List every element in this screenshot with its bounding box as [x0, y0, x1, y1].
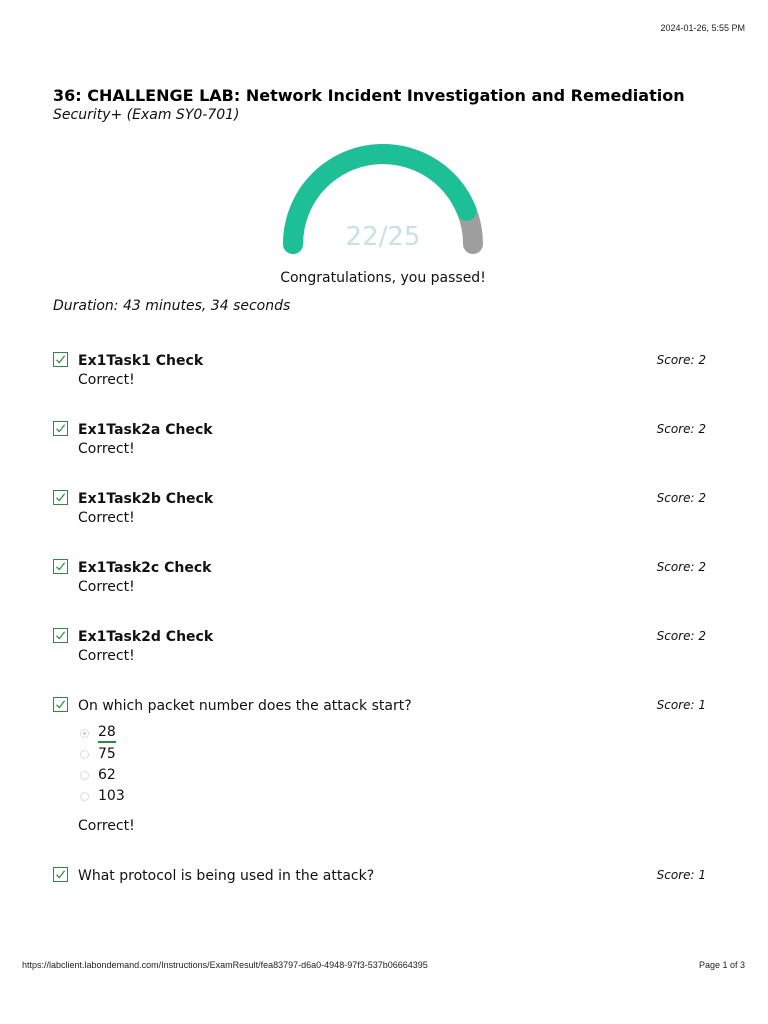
answer-option-label-correct: 28	[98, 724, 116, 743]
lab-title: 36: CHALLENGE LAB: Network Incident Investigation and Remediation	[53, 86, 685, 105]
page-number: Page 1 of 3	[698, 960, 745, 970]
result-item	[53, 352, 713, 390]
answer-option	[78, 744, 713, 765]
results-list	[53, 352, 713, 917]
answer-option-label: 75	[98, 746, 116, 762]
result-feedback: Correct!	[78, 648, 135, 664]
checkmark-icon	[53, 628, 68, 643]
result-feedback: Correct!	[78, 372, 135, 388]
question-feedback: Correct!	[78, 818, 135, 834]
checkmark-icon	[53, 867, 68, 882]
result-title: Ex1Task2a Check	[78, 422, 213, 438]
pass-message: Congratulations, you passed!	[280, 270, 486, 286]
result-score: Score: 2	[656, 422, 706, 436]
result-score: Score: 2	[656, 560, 706, 574]
question-item	[53, 867, 713, 886]
question-text: On which packet number does the attack start?	[78, 698, 412, 714]
score-gauge	[283, 142, 483, 264]
question-score: Score: 1	[656, 698, 706, 712]
duration: Duration: 43 minutes, 34 seconds	[53, 298, 291, 314]
result-score: Score: 2	[656, 491, 706, 505]
checkmark-icon	[53, 559, 68, 574]
question-score: Score: 1	[656, 868, 706, 882]
result-feedback: Correct!	[78, 441, 135, 457]
answer-option-label: 62	[98, 767, 116, 783]
lab-subtitle: Security+ (Exam SY0-701)	[53, 107, 240, 123]
print-footer	[22, 960, 745, 970]
print-date: 2024-01-26, 5:55 PM	[660, 23, 745, 33]
result-title: Ex1Task2c Check	[78, 560, 212, 576]
question-item	[53, 697, 713, 836]
question-text: What protocol is being used in the attack?	[78, 868, 375, 884]
checkmark-icon	[53, 697, 68, 712]
result-score: Score: 2	[656, 629, 706, 643]
result-item	[53, 421, 713, 459]
result-title: Ex1Task2d Check	[78, 629, 214, 645]
radio-icon	[80, 750, 89, 759]
result-item	[53, 490, 713, 528]
result-score: Score: 2	[656, 353, 706, 367]
radio-icon	[80, 771, 89, 780]
answer-option	[78, 723, 713, 744]
result-title: Ex1Task1 Check	[78, 353, 204, 369]
answer-option-label: 103	[98, 788, 125, 804]
answer-option	[78, 786, 713, 807]
checkmark-icon	[53, 352, 68, 367]
page-url: https://labclient.labondemand.com/Instructions/ExamResult/fea83797-d6a0-4948-97f3-537b06664395	[22, 960, 428, 970]
result-item	[53, 628, 713, 666]
checkmark-icon	[53, 490, 68, 505]
radio-selected-icon	[80, 729, 89, 738]
result-feedback: Correct!	[78, 510, 135, 526]
exam-result	[53, 86, 713, 884]
answer-option	[78, 765, 713, 786]
answer-options	[78, 723, 713, 807]
result-feedback: Correct!	[78, 579, 135, 595]
gauge-score-text: 22/25	[345, 222, 421, 252]
result-item	[53, 559, 713, 597]
radio-icon	[80, 792, 89, 801]
result-title: Ex1Task2b Check	[78, 491, 214, 507]
checkmark-icon	[53, 421, 68, 436]
